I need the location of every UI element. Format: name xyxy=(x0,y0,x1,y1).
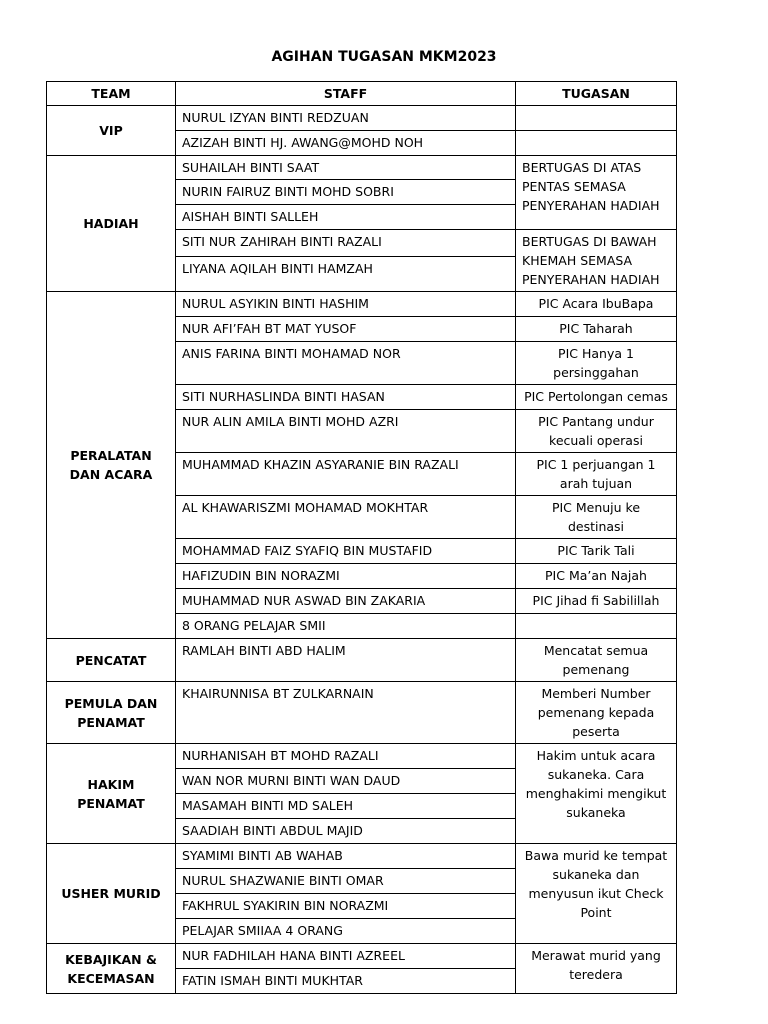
staff-cell: AZIZAH BINTI HJ. AWANG@MOHD NOH xyxy=(176,131,516,156)
task-cell: Memberi Number pemenang kepada peserta xyxy=(516,682,677,744)
staff-cell: NURUL ASYIKIN BINTI HASHIM xyxy=(176,292,516,317)
staff-cell: MOHAMMAD FAIZ SYAFIQ BIN MUSTAFID xyxy=(176,539,516,564)
staff-cell: NURUL SHAZWANIE BINTI OMAR xyxy=(176,869,516,894)
task-cell: PIC Hanya 1 persinggahan xyxy=(516,342,677,385)
staff-cell: MUHAMMAD NUR ASWAD BIN ZAKARIA xyxy=(176,589,516,614)
staff-cell: ANIS FARINA BINTI MOHAMAD NOR xyxy=(176,342,516,385)
task-cell: PIC Pantang undur kecuali operasi xyxy=(516,410,677,453)
task-cell xyxy=(516,614,677,639)
task-cell: Hakim untuk acara sukaneka. Cara menghakimi mengikut sukaneka xyxy=(516,744,677,844)
page-title: AGIHAN TUGASAN MKM2023 xyxy=(271,49,497,65)
task-cell: PIC Pertolongan cemas xyxy=(516,385,677,410)
staff-cell: WAN NOR MURNI BINTI WAN DAUD xyxy=(176,769,516,794)
staff-cell: NURUL IZYAN BINTI REDZUAN xyxy=(176,106,516,131)
task-cell: PIC Taharah xyxy=(516,317,677,342)
header-tugasan: TUGASAN xyxy=(516,82,677,106)
staff-cell: PELAJAR SMIIAA 4 ORANG xyxy=(176,919,516,944)
staff-cell: FATIN ISMAH BINTI MUKHTAR xyxy=(176,969,516,994)
team-pemula: PEMULA DAN PENAMAT xyxy=(47,682,176,744)
staff-cell: KHAIRUNNISA BT ZULKARNAIN xyxy=(176,682,516,744)
team-usher: USHER MURID xyxy=(47,844,176,944)
staff-cell: 8 ORANG PELAJAR SMII xyxy=(176,614,516,639)
staff-cell: AISHAH BINTI SALLEH xyxy=(176,205,516,230)
staff-cell: NUR FADHILAH HANA BINTI AZREEL xyxy=(176,944,516,969)
staff-cell: LIYANA AQILAH BINTI HAMZAH xyxy=(176,256,516,291)
task-cell xyxy=(516,106,677,131)
task-cell: PIC Ma’an Najah xyxy=(516,564,677,589)
staff-cell: HAFIZUDIN BIN NORAZMI xyxy=(176,564,516,589)
team-vip: VIP xyxy=(47,106,176,156)
task-cell: PIC Tarik Tali xyxy=(516,539,677,564)
team-hadiah: HADIAH xyxy=(47,156,176,292)
staff-cell: NUR ALIN AMILA BINTI MOHD AZRI xyxy=(176,410,516,453)
task-cell: BERTUGAS DI BAWAH KHEMAH SEMASA PENYERAHAN HADIAH xyxy=(516,230,677,292)
header-team: TEAM xyxy=(47,82,176,106)
task-cell: PIC Acara IbuBapa xyxy=(516,292,677,317)
task-cell: PIC Menuju ke destinasi xyxy=(516,496,677,539)
task-cell xyxy=(516,131,677,156)
staff-cell: NUR AFI’FAH BT MAT YUSOF xyxy=(176,317,516,342)
task-cell: Mencatat semua pemenang xyxy=(516,639,677,682)
task-cell: Merawat murid yang teredera xyxy=(516,944,677,994)
staff-cell: SAADIAH BINTI ABDUL MAJID xyxy=(176,819,516,844)
team-kebajikan: KEBAJIKAN & KECEMASAN xyxy=(47,944,176,994)
duty-table xyxy=(46,81,677,994)
staff-cell: SUHAILAH BINTI SAAT xyxy=(176,156,516,180)
staff-cell: SITI NUR ZAHIRAH BINTI RAZALI xyxy=(176,230,516,257)
staff-cell: NURHANISAH BT MOHD RAZALI xyxy=(176,744,516,769)
staff-cell: SYAMIMI BINTI AB WAHAB xyxy=(176,844,516,869)
staff-cell: NURIN FAIRUZ BINTI MOHD SOBRI xyxy=(176,180,516,205)
team-hakim: HAKIM PENAMAT xyxy=(47,744,176,844)
task-cell: BERTUGAS DI ATAS PENTAS SEMASA PENYERAHAN HADIAH xyxy=(516,156,677,230)
staff-cell: FAKHRUL SYAKIRIN BIN NORAZMI xyxy=(176,894,516,919)
task-cell: Bawa murid ke tempat sukaneka dan menyusun ikut Check Point xyxy=(516,844,677,944)
staff-cell: MUHAMMAD KHAZIN ASYARANIE BIN RAZALI xyxy=(176,453,516,496)
task-cell: PIC Jihad fi Sabilillah xyxy=(516,589,677,614)
task-cell: PIC 1 perjuangan 1 arah tujuan xyxy=(516,453,677,496)
staff-cell: RAMLAH BINTI ABD HALIM xyxy=(176,639,516,682)
team-pencatat: PENCATAT xyxy=(47,639,176,682)
staff-cell: AL KHAWARISZMI MOHAMAD MOKHTAR xyxy=(176,496,516,539)
team-peralatan: PERALATAN DAN ACARA xyxy=(47,292,176,639)
staff-cell: MASAMAH BINTI MD SALEH xyxy=(176,794,516,819)
staff-cell: SITI NURHASLINDA BINTI HASAN xyxy=(176,385,516,410)
header-staff: STAFF xyxy=(176,82,516,106)
